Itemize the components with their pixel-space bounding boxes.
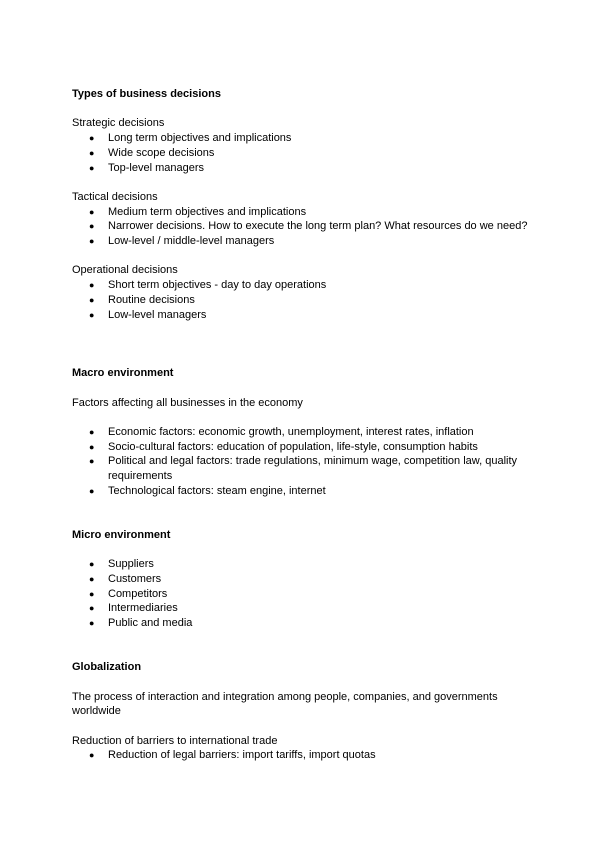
list-item: ● Reduction of legal barriers: import tariffs, import quotas (89, 749, 376, 762)
bullet-icon: ● (89, 603, 95, 614)
bullet-icon: ● (89, 133, 95, 144)
list-item: ● Wide scope decisions (89, 146, 215, 159)
bullet-icon: ● (89, 280, 95, 291)
list-item: ● Political and legal factors: trade regulations, minimum wage, competition law, quality requirements (89, 455, 518, 483)
bullet-icon: ● (89, 236, 95, 246)
list-item: ● Economic factors: economic growth, unemployment, interest rates, inflation (89, 425, 474, 438)
bullet-icon: ● (89, 221, 95, 232)
label-reduction-of-barriers: Reduction of barriers to international trade (72, 734, 278, 747)
bullet-icon: ● (89, 573, 95, 584)
list-item: ● Intermediaries (89, 602, 178, 615)
list-item: ● Public and media (89, 617, 193, 630)
list-item: ● Narrower decisions. How to execute the long term plan? What resources do we need? (89, 220, 528, 233)
bullet-icon: ● (89, 206, 95, 217)
list-item: ● Suppliers (89, 558, 154, 571)
list-item: ● Low-level managers (89, 308, 207, 321)
list-item: ● Top-level managers (89, 161, 204, 174)
label-tactical-decisions: Tactical decisions (72, 190, 158, 203)
list-item: ● Long term objectives and implications (89, 132, 292, 145)
bullet-icon: ● (89, 485, 95, 496)
list-item: ● Low-level / middle-level managers (89, 235, 275, 247)
list-item: ● Socio-cultural factors: education of population, life-style, consumption habits (89, 440, 478, 453)
list-item: ● Customers (89, 572, 162, 585)
list-item: ● Competitors (89, 587, 168, 600)
bullet-icon: ● (89, 618, 95, 629)
list-item: ● Medium term objectives and implications (89, 205, 307, 218)
heading-micro-environment: Micro environment (72, 528, 171, 541)
bullet-icon: ● (89, 750, 95, 761)
bullet-icon: ● (89, 162, 95, 173)
list-macro (72, 425, 532, 499)
document-content (72, 87, 532, 763)
list-item: ● Short term objectives - day to day operations (89, 279, 327, 292)
label-strategic-decisions: Strategic decisions (72, 117, 165, 130)
list-strategic (72, 131, 532, 175)
bullet-icon: ● (89, 456, 95, 467)
list-item: ● Routine decisions (89, 293, 195, 306)
macro-intro: Factors affecting all businesses in the economy (72, 396, 303, 409)
bullet-icon: ● (89, 309, 95, 320)
heading-macro-environment: Macro environment (72, 367, 174, 380)
list-item: ● Technological factors: steam engine, internet (89, 484, 326, 497)
label-operational-decisions: Operational decisions (72, 264, 178, 277)
list-micro (72, 557, 532, 631)
heading-types-of-decisions: Types of business decisions (72, 88, 221, 100)
bullet-icon: ● (89, 559, 95, 570)
bullet-icon: ● (89, 426, 95, 437)
list-operational (72, 278, 532, 322)
heading-globalization: Globalization (72, 661, 142, 674)
bullet-icon: ● (89, 588, 95, 599)
bullet-icon: ● (89, 147, 95, 158)
list-globalization (72, 748, 532, 763)
globalization-definition: The process of interaction and integration among people, companies, and governments worldwide (72, 690, 498, 718)
list-tactical (72, 205, 532, 249)
bullet-icon: ● (89, 294, 95, 305)
bullet-icon: ● (89, 441, 95, 452)
